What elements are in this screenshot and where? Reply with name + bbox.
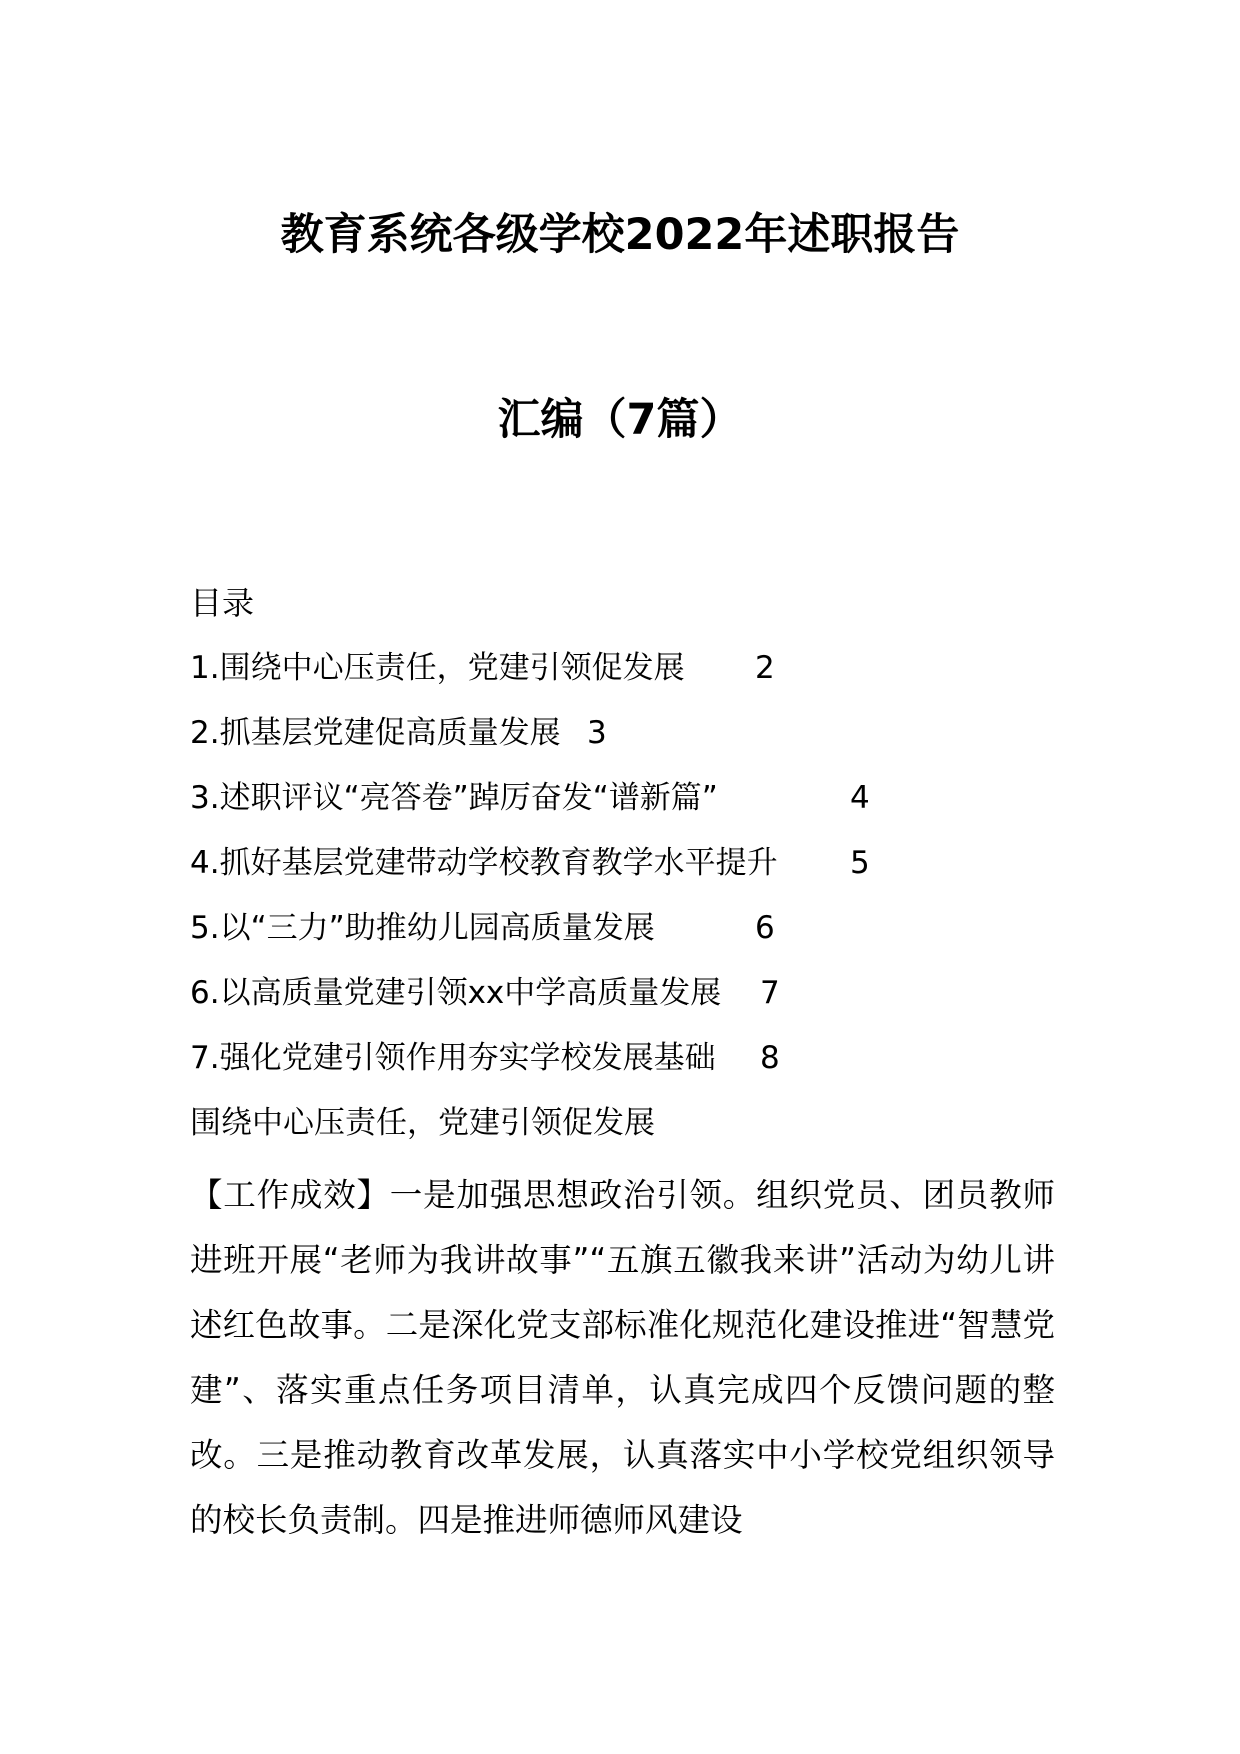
toc-item-1[interactable] <box>190 643 778 708</box>
toc-item-text: 7.强化党建引领作用夯实学校发展基础 <box>190 1040 716 1076</box>
toc-item-7[interactable] <box>190 1033 778 1098</box>
toc-item-2[interactable] <box>190 708 778 773</box>
toc-item-6[interactable] <box>190 968 778 1033</box>
toc-item-text: 5.以“三力”助推幼儿园高质量发展 <box>190 910 655 946</box>
toc-item-page: 7 <box>760 975 780 1011</box>
table-of-contents <box>190 643 870 1098</box>
toc-item-4[interactable] <box>190 838 870 903</box>
toc-item-text: 6.以高质量党建引领xx中学高质量发展 <box>190 975 722 1011</box>
toc-item-3[interactable] <box>190 773 870 838</box>
toc-item-text: 3.述职评议“亮答卷”踔厉奋发“谱新篇” <box>190 780 718 816</box>
toc-item-text: 2.抓基层党建促高质量发展 <box>190 715 561 751</box>
toc-item-page: 6 <box>755 910 775 946</box>
toc-item-page: 3 <box>587 715 607 751</box>
document-title-line-2: 汇编（7篇） <box>497 395 743 445</box>
document-title-line-1: 教育系统各级学校2022年述职报告 <box>280 210 960 260</box>
section-title: 围绕中心压责任，党建引领促发展 <box>190 1105 655 1141</box>
toc-item-page: 2 <box>755 650 775 686</box>
toc-item-text: 1.围绕中心压责任，党建引领促发展 <box>190 650 685 686</box>
toc-item-page: 5 <box>850 845 870 881</box>
toc-item-5[interactable] <box>190 903 778 968</box>
section-body-paragraph: 【工作成效】一是加强思想政治引领。组织党员、团员教师进班开展“老师为我讲故事”“五旗五徽我来讲”活动为幼儿讲述红色故事。二是深化党支部标准化规范化建设推进“智慧党建”、落实重点任务项目清单，认真完成四个反馈问题的整改。三是推动教育改革发展，认真落实中小学校党组织领导的校长负责制。四是推进师德师风建设 <box>190 1176 1055 1539</box>
toc-item-page: 8 <box>760 1040 780 1076</box>
toc-item-page: 4 <box>850 780 870 816</box>
toc-item-text: 4.抓好基层党建带动学校教育教学水平提升 <box>190 845 778 881</box>
toc-heading: 目录 <box>190 584 255 622</box>
